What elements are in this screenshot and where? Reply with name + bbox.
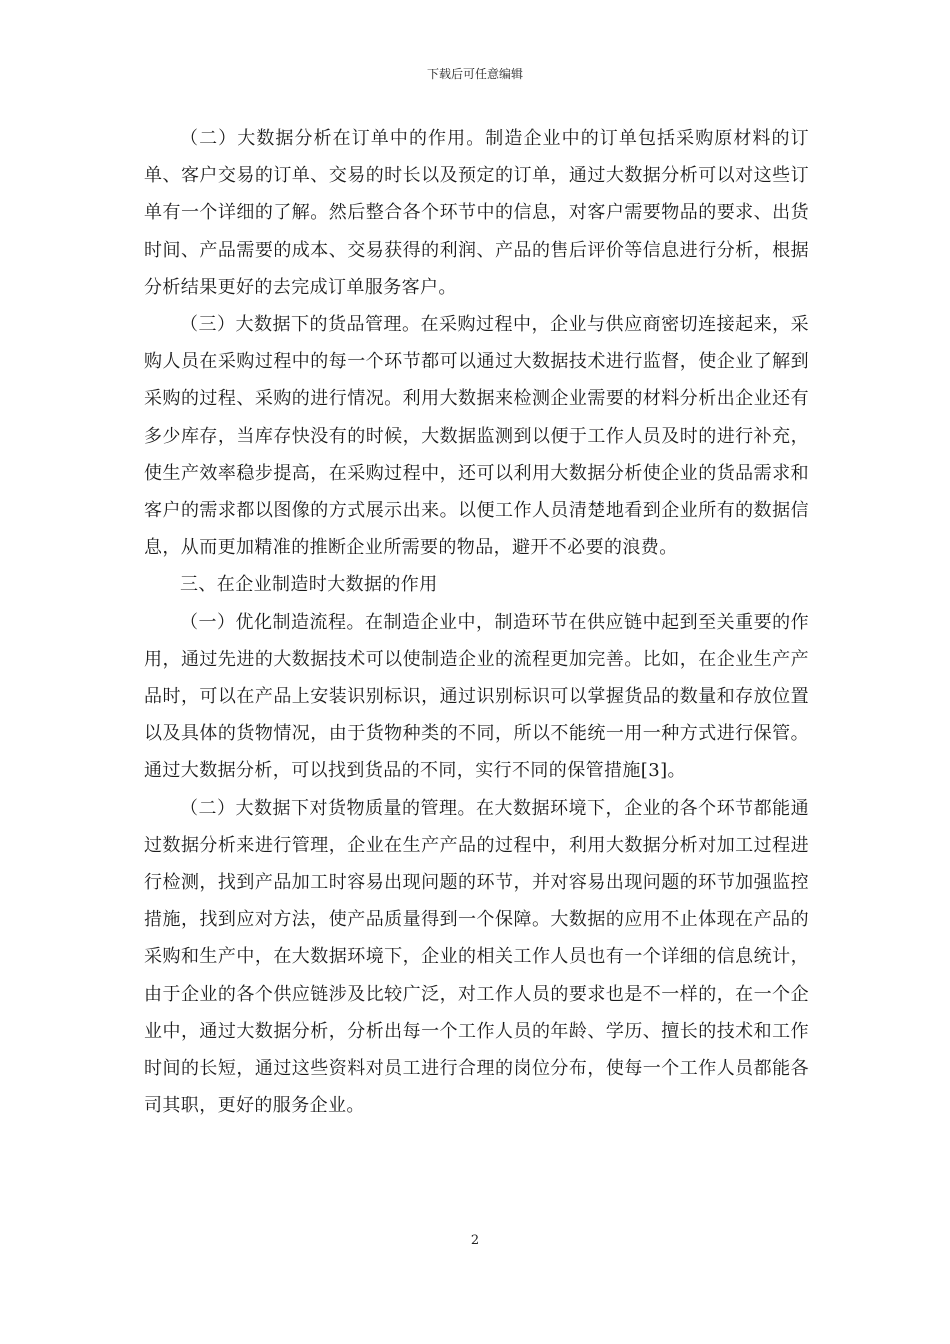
section-heading-manufacturing: 三、在企业制造时大数据的作用: [180, 574, 438, 596]
paragraph-goods-management: （三）大数据下的货品管理。在采购过程中，企业与供应商密切连接起来，采购人员在采购过程中的每一个环节都可以通过大数据技术进行监督，使企业了解到采购的过程、采购的进行情况。利用大数据来检测企业需要的材料分析出企业还有多少库存，当库存快没有的时候，大数据监测到以便于工作人员及时的进行补充，使生产效率稳步提高，在采购过程中，还可以利用大数据分析使企业的货品需求和客户的需求都以图像的方式展示出来。以便工作人员清楚地看到企业所有的数据信息，从而更加精准的推断企业所需要的物品，避开不必要的浪费。: [144, 314, 809, 559]
paragraph-quality-management: （二）大数据下对货物质量的管理。在大数据环境下，企业的各个环节都能通过数据分析来进行管理，企业在生产产品的过程中，利用大数据分析对加工过程进行检测，找到产品加工时容易出现问题的环节，并对容易出现问题的环节加强监控措施，找到应对方法，使产品质量得到一个保障。大数据的应用不止体现在产品的采购和生产中，在大数据环境下，企业的相关工作人员也有一个详细的信息统计，由于企业的各个供应链涉及比较广泛，对工作人员的要求也是不一样的，在一个企业中，通过大数据分析，分析出每一个工作人员的年龄、学历、擅长的技术和工作时间的长短，通过这些资料对员工进行合理的岗位分布，使每一个工作人员都能各司其职，更好的服务企业。: [144, 797, 809, 1117]
document-body: [144, 120, 809, 1124]
page-number: 2: [470, 1233, 480, 1248]
paragraph-order-analysis: （二）大数据分析在订单中的作用。制造企业中的订单包括采购原材料的订单、客户交易的订单、交易的时长以及预定的订单，通过大数据分析可以对这些订单有一个详细的了解。然后整合各个环节中的信息，对客户需要物品的要求、出货时间、产品需要的成本、交易获得的利润、产品的售后评价等信息进行分析，根据分析结果更好的去完成订单服务客户。: [144, 128, 809, 298]
paragraph-optimize-process: （一）优化制造流程。在制造企业中，制造环节在供应链中起到至关重要的作用，通过先进的大数据技术可以使制造企业的流程更加完善。比如，在企业生产产品时，可以在产品上安装识别标识，通过识别标识可以掌握货品的数量和存放位置以及具体的货物情况，由于货物种类的不同，所以不能统一用一种方式进行保管。通过大数据分析，可以找到货品的不同，实行不同的保管措施[3]。: [144, 611, 809, 782]
page-header: 下载后可任意编辑: [426, 67, 523, 81]
